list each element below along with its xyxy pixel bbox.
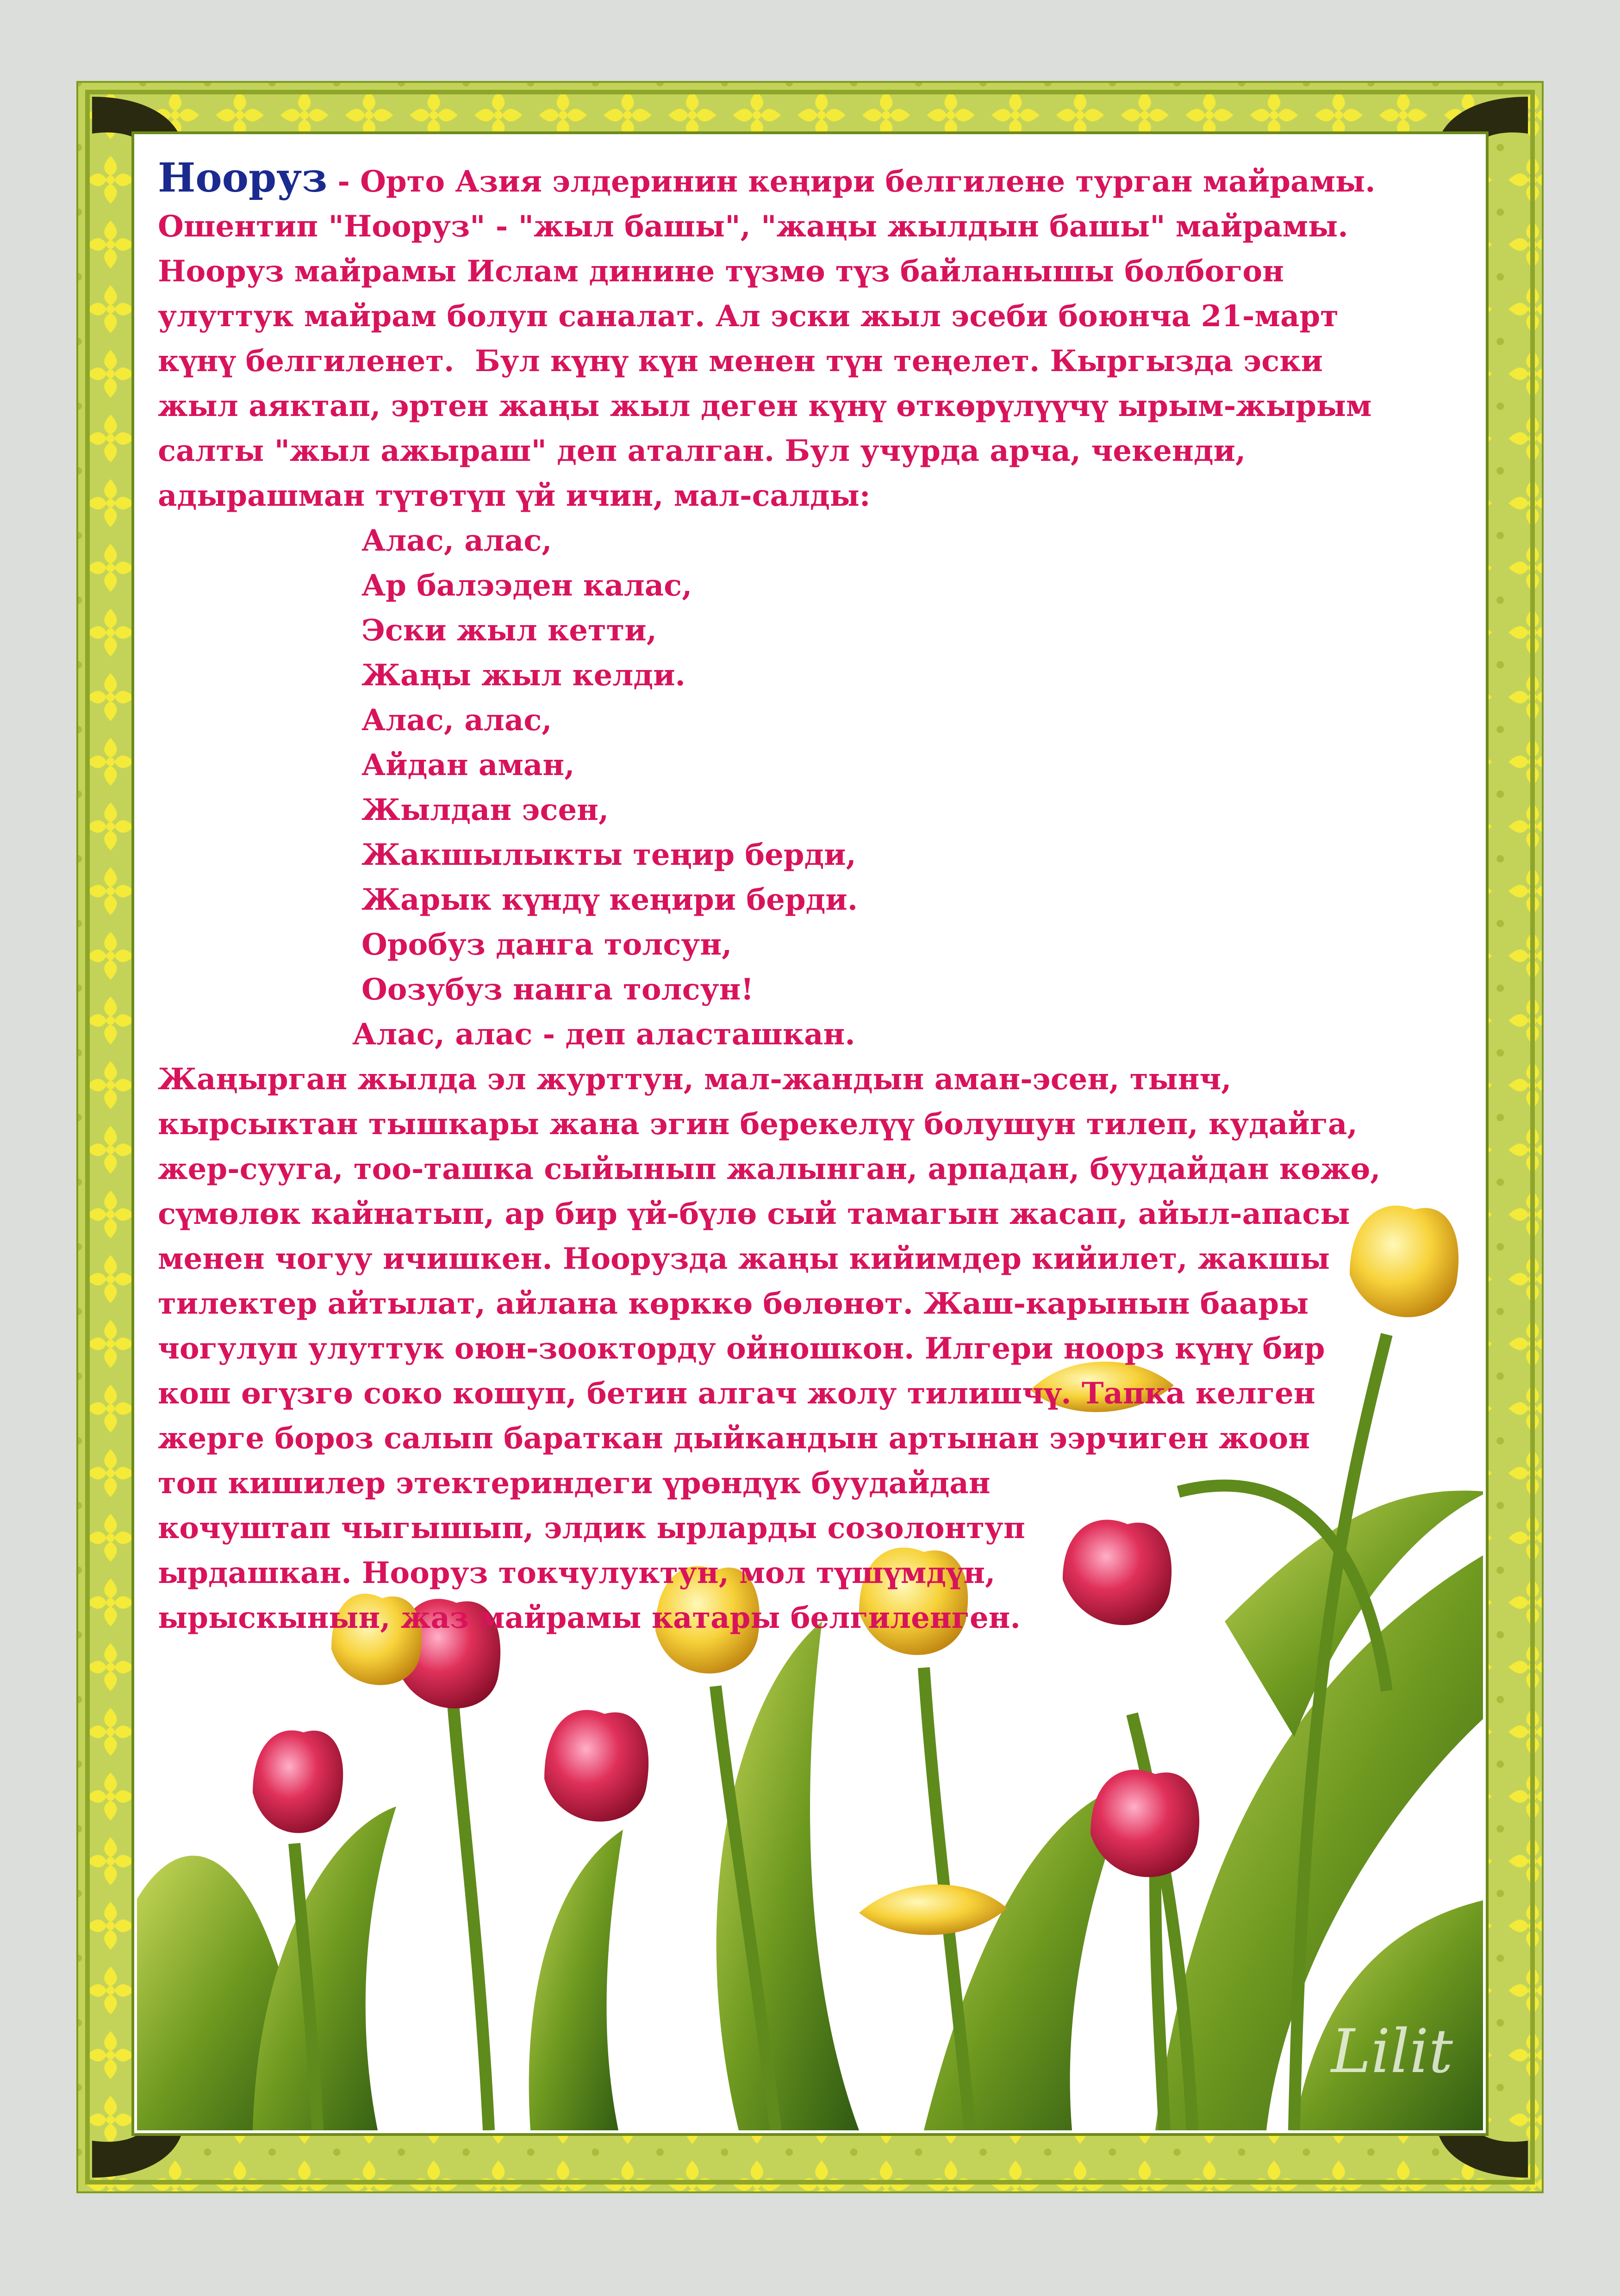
intro-line: адырашман түтөтүп үй ичин, мал-салды: (158, 478, 871, 513)
intro-line: салты "жыл ажыраш" деп аталган. Бул учурда арча, чекенди, (158, 434, 1246, 468)
intro-line: күнү белгиленет. Бул күнү күн менен түн теңелет. Кыргызда эски (158, 344, 1323, 379)
closing-line: жер-сууга, тоо-ташка сыйынып жалынган, арпадан, буудайдан көжө, (158, 1152, 1381, 1186)
article (158, 155, 1463, 1640)
text-panel (134, 134, 1486, 2133)
poem-line: Алас, алас, (361, 523, 552, 558)
poem-line: Жакшылыкты теңир берди, (361, 838, 856, 872)
intro-line: жыл аяктап, эртен жаңы жыл деген күнү өткөрүлүүчү ырым-жырым (158, 389, 1372, 423)
poem-line: Жарык күндү кеңири берди. (361, 882, 858, 917)
intro-line: Нооруз майрамы Ислам динине түзмө түз байланышы болбогон (158, 254, 1284, 289)
closing-line: ырыскынын, жаз майрамы катары белгиленген. (158, 1601, 1021, 1635)
article-title: Нооруз (158, 155, 328, 201)
closing-line: чогулуп улуттук оюн-зоокторду ойношкон. Илгери ноорз күнү бир (158, 1331, 1325, 1366)
artist-signature: Lilit (1331, 2016, 1453, 2086)
intro-line: Ошентип "Нооруз" - "жыл башы", "жаңы жылдын башы" майрамы. (158, 209, 1348, 244)
closing-line: кырсыктан тышкары жана эгин берекелүү болушун тилеп, кудайга, (158, 1107, 1358, 1142)
poem-line: Айдан аман, (361, 748, 575, 782)
intro-line (158, 155, 1463, 204)
poem-line: Ар балээден калас, (361, 568, 692, 603)
closing-line: кош өгүзгө соко кошуп, бетин алгач жолу тилишчү. Тапка келген (158, 1376, 1315, 1411)
poem-end-line: Алас, алас - деп аласташкан. (352, 1017, 855, 1052)
poem-line: Жаңы жыл келди. (361, 658, 685, 693)
poem-line: Жылдан эсен, (361, 793, 609, 827)
closing-line: менен чогуу ичишкен. Ноорузда жаңы кийимдер кийилет, жакшы (158, 1241, 1330, 1276)
intro-first-line: - Орто Азия элдеринин кеңири белгилене турган майрамы. (327, 164, 1376, 199)
poem-line: Оозубуз нанга толсун! (361, 972, 754, 1007)
closing-line: кочуштап чыгышып, элдик ырларды созолонтуп (158, 1511, 1025, 1545)
poem-line: Оробуз данга толсун, (361, 927, 732, 962)
poem-line: Алас, алас, (361, 703, 552, 738)
closing-line: тилектер айтылат, айлана көрккө бөлөнөт. Жаш-карынын баары (158, 1286, 1309, 1321)
closing-line: топ кишилер этектериндеги үрөндүк буудайдан (158, 1466, 991, 1501)
closing-line: ырдашкан. Нооруз токчулуктун, мол түшүмдүн, (158, 1556, 996, 1590)
closing-line: жерге бороз салып бараткан дыйкандын артынан ээрчиген жоон (158, 1421, 1310, 1456)
poem-line: Эски жыл кетти, (361, 613, 657, 648)
closing-line: сүмөлөк кайнатып, ар бир үй-бүлө сый тамагын жасап, айыл-апасы (158, 1197, 1350, 1231)
closing-line: Жаңырган жылда эл журттун, мал-жандын аман-эсен, тынч, (158, 1062, 1232, 1097)
intro-line: улуттук майрам болуп саналат. Ал эски жыл эсеби боюнча 21-март (158, 299, 1339, 334)
